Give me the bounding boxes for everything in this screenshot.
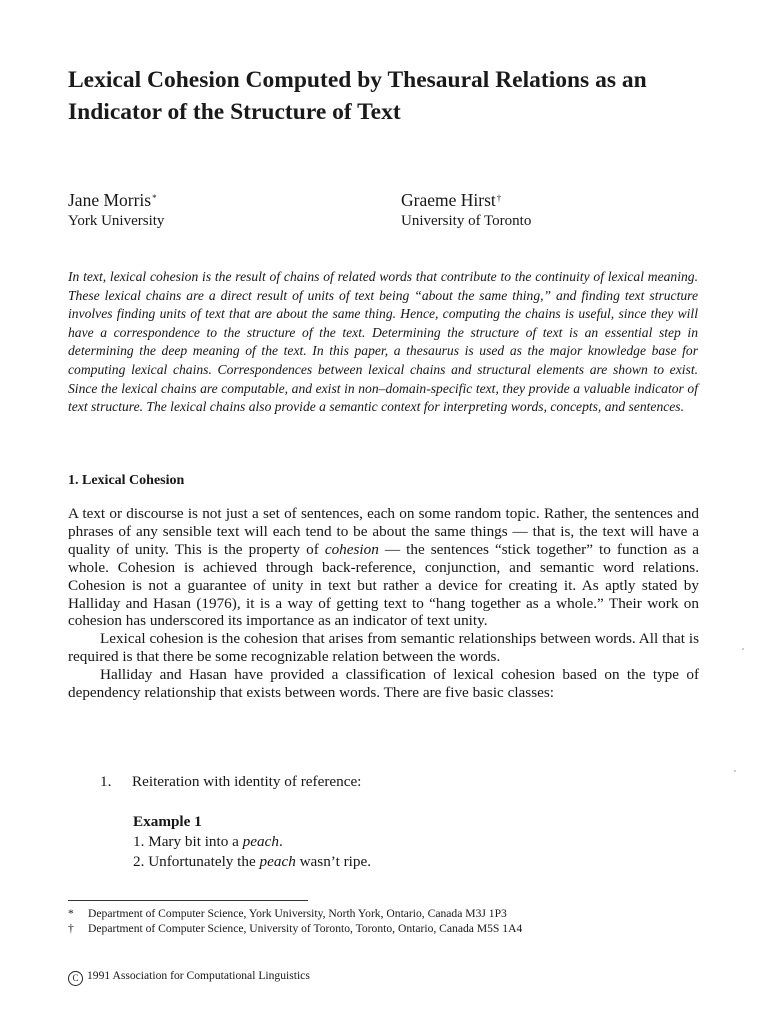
copyright-text: 1991 Association for Computational Linguistics [87, 969, 310, 982]
scan-speck [734, 770, 736, 772]
author-name: Jane Morris [68, 190, 152, 210]
example-line-2: 2. Unfortunately the peach wasn’t ripe. [133, 853, 372, 870]
author-footnote-mark: * [152, 193, 157, 203]
abstract: In text, lexical cohesion is the result of chains of related words that contribute to the continuity of lexical meaning. These lexical chains are a direct result of units of text being “about the same thing,” and finding text structure involves finding units of text that are about the same thing. Hence, computing the chains is useful, since they will have a correspondence to the structure of the text. Determining the structure of text is an essential step in determining the deep meaning of the text. In this paper, a thesaurus is used as the major knowledge base for computing lexical chains. Correspondences between lexical chains and structural elements are shown to exist. Since the lexical chains are computable, and exist in non–domain-specific text, they provide a valuable indicator of text structure. The lexical chains also provide a semantic context for interpreting words, concepts, and sentences. [68, 269, 698, 415]
author-block-2 [401, 188, 531, 231]
copyright-icon: C [68, 971, 83, 986]
paper-title: Lexical Cohesion Computed by Thesaural Relations as an Indicator of the Structure of Text [68, 67, 647, 125]
body-paragraph-2: Lexical cohesion is the cohesion that arises from semantic relationships between words. All that is required is that there be some recognizable relation between the words. [68, 630, 699, 666]
author-block-1 [68, 188, 164, 231]
list-text: Reiteration with identity of reference: [132, 773, 362, 790]
footnote-rule [68, 900, 308, 901]
list-item [100, 772, 361, 792]
copyright-line [68, 968, 310, 986]
footnote-mark: † [68, 922, 74, 935]
author-name: Graeme Hirst [401, 190, 496, 210]
example-block [133, 812, 371, 872]
footnotes [68, 906, 522, 936]
footnote-1 [68, 906, 522, 921]
section-heading: 1. Lexical Cohesion [68, 473, 185, 488]
author-affiliation: York University [68, 213, 165, 229]
italic-term: cohesion [324, 540, 379, 558]
footnote-2 [68, 921, 522, 936]
footnote-mark: * [68, 907, 74, 920]
body-paragraph-3: Halliday and Hasan have provided a classification of lexical cohesion based on the type of dependency relationship that exists between words. There are five basic classes: [68, 666, 699, 702]
example-heading: Example 1 [133, 813, 202, 830]
section-body [68, 505, 699, 702]
scan-speck [742, 648, 744, 650]
author-footnote-mark: † [496, 193, 502, 203]
footnote-text: Department of Computer Science, York University, North York, Ontario, Canada M3J 1P3 [88, 907, 507, 920]
footnote-text: Department of Computer Science, University of Toronto, Toronto, Ontario, Canada M5S 1A4 [88, 922, 523, 935]
author-affiliation: University of Toronto [401, 213, 532, 229]
body-paragraph-1: A text or discourse is not just a set of sentences, each on some random topic. Rather, the sentences and phrases of any sensible text will each tend to be about the same things — that is, the text will have a quality of unity. This is the property of cohesion — the sentences “stick together” to function as a whole. Cohesion is achieved through back-reference, conjunction, and semantic word relations. Cohesion is not a guarantee of unity in text but rather a device for creating it. As aptly stated by Halliday and Hasan (1976), it is a way of getting text to “hang together as a whole.” Their work on cohesion has underscored its importance as an indicator of text unity. [68, 505, 700, 630]
example-line-1: 1. Mary bit into a peach. [133, 833, 283, 850]
list-number: 1. [100, 773, 112, 790]
